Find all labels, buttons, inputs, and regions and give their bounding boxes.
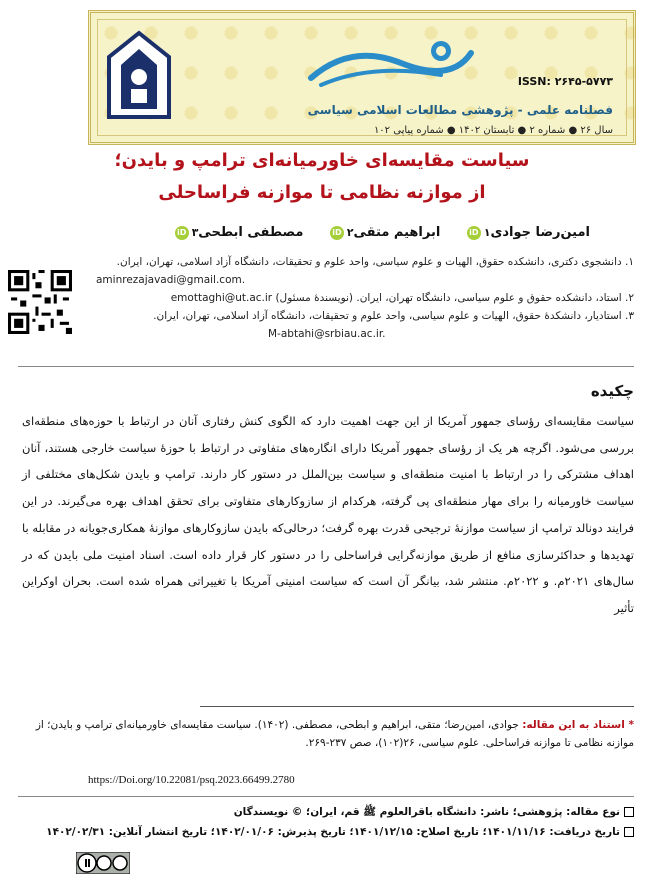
affiliation-3: ۳. استادیار، دانشکدهٔ حقوق، الهیات و علوم سیاسی، واحد علوم و تحقیقات، دانشگاه آزاد اسلامی، تهران، ایران. <box>153 310 634 322</box>
issn-number: ISSN: ۲۶۴۵-۵۷۷۳ <box>517 75 613 88</box>
citation-text: جوادی، امین‌رضا؛ متقی، ابراهیم و ابطحی، مصطفی. (۱۴۰۲). سیاست مقایسه‌ای خاورمیانه‌ای ترامپ و بایدن؛ از موازنه نظامی تا موازنه فراساحلی. علوم سیاسی، ۲۶(۱۰۲)، صص ۲۳۷-۲۶۹. <box>35 719 634 749</box>
author-1-name: امین‌رضا جوادی <box>490 225 590 240</box>
cc-license-icon[interactable] <box>76 852 130 874</box>
affiliation-2: ۲. استاد، دانشکده حقوق و علوم سیاسی، دانشگاه تهران، ایران. (نویسندهٔ مسئول) emottaghi@ut.ac.ir <box>170 292 634 304</box>
affiliation-1-email[interactable]: aminrezajavadi@gmail.com. <box>96 274 246 286</box>
checkbox-icon <box>624 827 634 837</box>
author-3-name: مصطفی ابطحی <box>198 225 304 240</box>
citation-block <box>22 716 634 752</box>
qr-code-icon[interactable] <box>8 270 72 334</box>
divider <box>18 796 634 797</box>
affiliation-3-email[interactable]: M-abtahi@srbiau.ac.ir. <box>268 328 386 340</box>
author-3-sup: ۳ <box>191 226 199 239</box>
doi-link[interactable]: https://Doi.org/10.22081/psq.2023.66499.2780 <box>88 774 295 786</box>
author-1-sup: ۱ <box>483 226 491 239</box>
journal-logo-icon <box>291 33 481 93</box>
author-3 <box>175 225 304 240</box>
citation-label: * استناد به این مقاله: <box>522 719 634 731</box>
author-list <box>150 225 590 251</box>
abstract-text: سیاست مقایسه‌ای رؤسای جمهور آمریکا از این جهت اهمیت دارد که الگوی کنش رفتاری آنان در ارتباط با حوزه‌های منطقه‌ای بررسی می‌شود. اگرچه هر یک از رؤسای جمهور آمریکا دارای انگاره‌های متفاوتی در ارتباط با حوزهٔ سیاست خارجی هستند، آنان اهداف مشترکی را در ارتباط با امنیت منطقه‌ای و سیاست بین‌الملل در دستور کار دارند. ترامپ و بایدن شکل‌های مختلفی از سیاست خاورمیانه را برای مهار منطقه‌ای پی گرفته، هرکدام از سازوکارهای متفاوتی برای تحقق اهداف بهره می‌گیرند. در این فرایند دونالد ترامپ از سیاست موازنهٔ ترجیحی قدرت بهره گرفت؛ درحالی‌که بایدن سازوکارهای موازنهٔ همکاری‌جویانه در مقابله با تهدیدها و حداکثرسازی منافع از طریق موازنه‌گرایی فراساحلی را در دستور کار قرار داده است. اسناد امنیت ملی بایدن که در سال‌های ۲۰۲۱م. و ۲۰۲۲م. منتشر شد، بیانگر آن است که سیاست امنیتی آمریکا با تغییراتی همراه شده است. بحران اوکراین تأثیر <box>22 414 634 615</box>
article-dates: تاریخ دریافت: ۱۴۰۱/۱۱/۱۶؛ تاریخ اصلاح: ۱۴۰۱/۱۲/۱۵؛ تاریخ پذیرش: ۱۴۰۲/۰۱/۰۶؛ تاریخ انتشار آنلاین: ۱۴۰۲/۰۲/۳۱ <box>46 826 620 838</box>
author-2 <box>330 225 440 240</box>
journal-name: فصلنامه علمی - پژوهشی مطالعات اسلامی سیاسی <box>307 103 613 117</box>
journal-banner <box>88 10 636 145</box>
article-title-line2: از موازنه نظامی تا موازنه فراساحلی <box>158 182 486 203</box>
divider <box>18 366 634 367</box>
author-1 <box>467 225 590 240</box>
article-type: نوع مقاله: پژوهشی؛ ناشر: دانشگاه باقرالعلوم ﷺ قم، ایران؛ © نویسندگان <box>233 806 620 818</box>
footnote-divider <box>200 706 634 707</box>
author-2-sup: ۲ <box>346 226 354 239</box>
author-2-name: ابراهیم متقی <box>353 225 441 240</box>
orcid-icon[interactable]: iD <box>467 226 481 240</box>
issue-info: سال ۲۶ ● شماره ۲ ● تابستان ۱۴۰۲ ● شماره پیاپی ۱۰۲ <box>373 125 613 136</box>
article-type-line <box>22 803 634 821</box>
affiliation-1: ۱. دانشجوی دکتری، دانشکده حقوق، الهیات و علوم سیاسی، واحد علوم و تحقیقات، دانشگاه آزاد اسلامی، تهران، ایران. <box>116 256 634 268</box>
orcid-icon[interactable]: iD <box>175 226 189 240</box>
article-title-line1: سیاست مقایسه‌ای خاورمیانه‌ای ترامپ و بایدن؛ <box>114 150 530 171</box>
orcid-icon[interactable]: iD <box>330 226 344 240</box>
abstract-heading: چکیده <box>590 382 634 400</box>
checkbox-icon <box>624 807 634 817</box>
university-logo-icon <box>103 27 175 123</box>
dates-line <box>22 823 634 841</box>
